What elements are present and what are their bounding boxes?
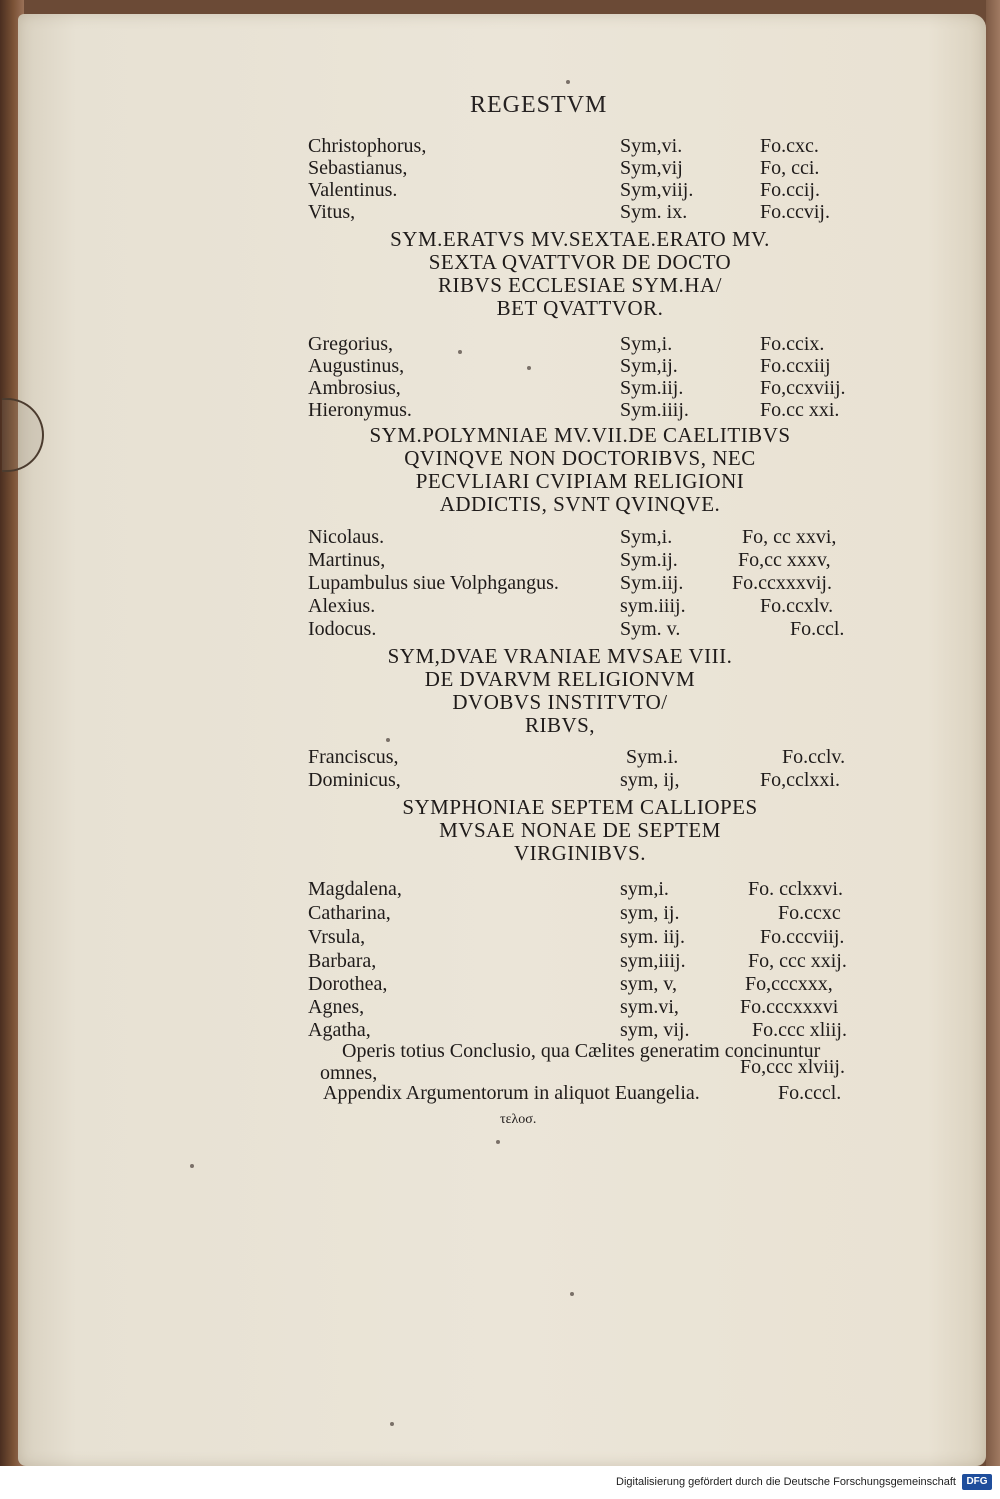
folio-ref: Fo,cclxxi. [760,769,840,791]
symphony-ref: sym, ij. [620,902,680,924]
paper-speck [390,1422,394,1426]
folio-ref: Fo,cc xxxv, [738,549,831,571]
paper-speck [386,738,390,742]
heading-line: DVOBVS INSTITVTO/ [452,690,668,714]
saint-name: Hieronymus. [308,399,412,421]
paper-speck [190,1164,194,1168]
symphony-ref: Sym,viij. [620,179,694,201]
folio-ref: Fo.ccvij. [760,201,830,223]
folio-ref: Fo.cccxxxvi [740,996,839,1018]
list-item [0,135,1000,157]
heading-line: QVINQVE NON DOCTORIBVS, NEC [404,446,756,470]
saint-name: Barbara, [308,950,377,972]
list-item [0,996,1000,1018]
symphony-ref: Sym,i. [620,526,673,548]
list-item [0,355,1000,377]
saint-name: Agnes, [308,996,365,1018]
saint-name: Christophorus, [308,135,427,157]
saint-name: Vrsula, [308,926,366,948]
list-item [0,157,1000,179]
symphony-ref: sym. iij. [620,926,686,948]
symphony-ref: Sym,i. [620,333,673,355]
symphony-ref: sym, vij. [620,1019,690,1041]
paper-speck [458,350,462,354]
folio-ref: Fo.ccxlv. [760,595,834,617]
appendix-line: Appendix Argumentorum in aliquot Euangelia. [323,1082,700,1104]
folio-ref: Fo.cccviij. [760,926,845,948]
symphony-ref: Sym.i. [626,746,679,768]
paper-speck [496,1140,500,1144]
folio-ref: Fo, cci. [760,157,820,179]
list-item [0,769,1000,791]
saint-name: Agatha, [308,1019,371,1041]
symphony-ref: Sym,vi. [620,135,683,157]
symphony-ref: Sym.iij. [620,572,684,594]
saint-name: Martinus, [308,549,386,571]
list-item [0,179,1000,201]
saint-name: Valentinus. [308,179,398,201]
heading-line: SYM.ERATVS MV.SEXTAE.ERATO MV. [390,227,770,251]
saint-name: Magdalena, [308,878,402,900]
saint-name: Sebastianus, [308,157,408,179]
heading-line: VIRGINIBVS. [513,841,647,865]
heading-line: BET QVATTVOR. [496,296,664,320]
folio-ref: Fo. cclxxvi. [748,878,843,900]
list-item [0,377,1000,399]
symphony-ref: sym, ij, [620,769,680,791]
paper-speck [566,80,570,84]
list-item [0,746,1000,768]
conclusion-omnes: omnes, [320,1062,378,1084]
symphony-ref: sym, v, [620,973,678,995]
saint-name: Dominicus, [308,769,401,791]
list-item [0,399,1000,421]
heading-line: SYM,DVAE VRANIAE MVSAE VIII. [387,644,733,668]
symphony-ref: Sym. v. [620,618,681,640]
list-item [0,926,1000,948]
folio-ref: Fo, ccc xxij. [748,950,847,972]
heading-line: RIBVS, [524,713,596,737]
list-item [0,878,1000,900]
folio-ref: Fo.ccc xliij. [752,1019,847,1041]
list-item [0,618,1000,640]
list-item [0,973,1000,995]
saint-name: Augustinus, [308,355,405,377]
folio-ref: Fo.ccxxxvij. [732,572,832,594]
heading-line: RIBVS ECCLESIAE SYM.HA/ [438,273,722,297]
paper-speck [527,366,531,370]
folio-ref: Fo.ccij. [760,179,820,201]
dfg-logo: DFG [962,1474,992,1490]
saint-name: Franciscus, [308,746,399,768]
symphony-ref: Sym.iiij. [620,399,689,421]
folio-ref: Fo, cc xxvi, [742,526,837,548]
saint-name: Lupambulus siue Volphgangus. [308,572,559,594]
symphony-ref: sym.iiij. [620,595,686,617]
list-item [0,902,1000,924]
telos-mark: τελοσ. [500,1112,537,1127]
saint-name: Catharina, [308,902,391,924]
folio-ref: Fo.cc xxi. [760,399,840,421]
symphony-ref: sym.vi, [620,996,679,1018]
list-item [0,549,1000,571]
symphony-ref: Sym.ij. [620,549,678,571]
folio-ref: Fo.ccl. [790,618,845,640]
saint-name: Alexius. [308,595,376,617]
list-item [0,950,1000,972]
folio-ref: Fo,ccxviij. [760,377,846,399]
symphony-ref: sym,i. [620,878,669,900]
saint-name: Iodocus. [308,618,377,640]
symphony-ref: Sym.iij. [620,377,684,399]
list-item [0,572,1000,594]
section-heading [300,228,860,320]
heading-line: DE DVARVM RELIGIONVM [424,667,696,691]
heading-line: SYMPHONIAE SEPTEM CALLIOPES [402,795,758,819]
saint-name: Nicolaus. [308,526,385,548]
saint-name: Dorothea, [308,973,388,995]
section-heading [300,424,860,516]
list-item [0,526,1000,548]
page-header: REGESTVM [470,92,608,118]
saint-name: Gregorius, [308,333,393,355]
symphony-ref: Sym. ix. [620,201,688,223]
conclusion-line: Operis totius Conclusio, qua Cælites generatim concinuntur [342,1040,821,1062]
digitization-footer [0,1466,1000,1499]
saint-name: Vitus, [308,201,356,223]
saint-name: Ambrosius, [308,377,401,399]
heading-line: ADDICTIS, SVNT QVINQVE. [439,492,721,516]
folio-ref: Fo.ccxc [778,902,841,924]
heading-line: PECVLIARI CVIPIAM RELIGIONI [415,469,745,493]
symphony-ref: Sym,vij [620,157,683,179]
heading-line: MVSAE NONAE DE SEPTEM [439,818,721,842]
list-item [0,201,1000,223]
section-heading [330,645,790,737]
folio-ref: Fo.cclv. [782,746,846,768]
symphony-ref: Sym,ij. [620,355,678,377]
appendix-folio: Fo.cccl. [778,1082,842,1104]
paper-speck [570,1292,574,1296]
folio-ref: Fo.ccix. [760,333,825,355]
list-item [0,333,1000,355]
section-heading [300,796,860,865]
heading-line: SEXTA QVATTVOR DE DOCTO [428,250,732,274]
list-item [0,595,1000,617]
symphony-ref: sym,iiij. [620,950,686,972]
folio-ref: Fo,cccxxx, [745,973,833,995]
conclusion-folio: Fo,ccc xlviij. [740,1056,845,1078]
list-item [0,1019,1000,1041]
funding-note: Digitalisierung gefördert durch die Deutsche Forschungsgemeinschaft [616,1476,956,1488]
folio-ref: Fo.cxc. [760,135,819,157]
folio-ref: Fo.ccxiij [760,355,831,377]
heading-line: SYM.POLYMNIAE MV.VII.DE CAELITIBVS [369,423,791,447]
